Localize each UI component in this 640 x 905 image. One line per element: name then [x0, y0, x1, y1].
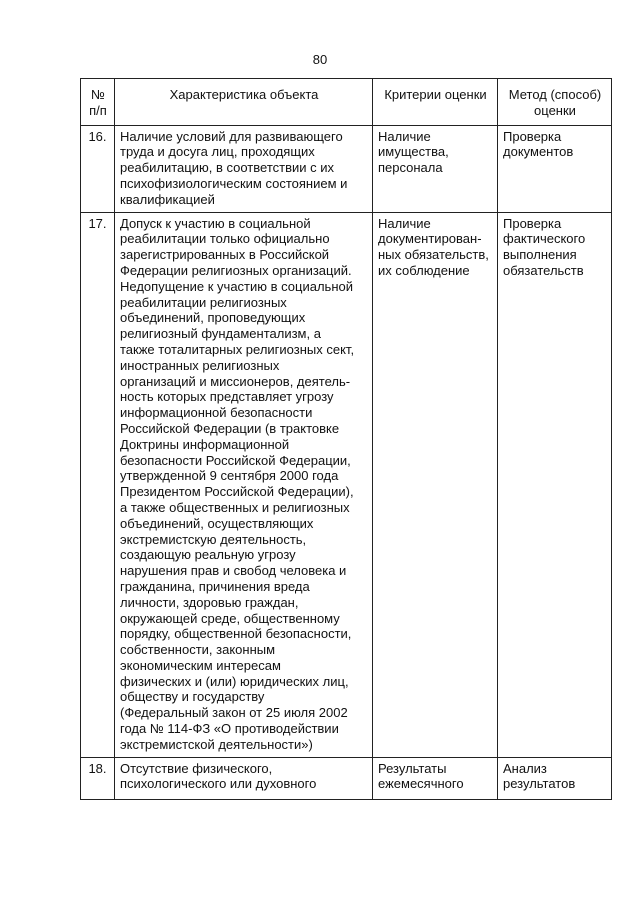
header-method: Метод (способ) оценки [498, 79, 612, 126]
table-row [81, 757, 612, 799]
page-number: 80 [312, 52, 328, 67]
row-characteristic: Отсутствие физического, психологического или духовного [115, 757, 373, 799]
header-criteria: Критерии оценки [373, 79, 498, 126]
evaluation-table [80, 78, 612, 800]
row-criteria: Наличие документирован- ных обязательств, их соблюдение [373, 212, 498, 757]
row-method: Проверка документов [498, 125, 612, 212]
table-row [81, 125, 612, 212]
row-method: Проверка фактического выполнения обязательств [498, 212, 612, 757]
row-number: 16. [81, 125, 115, 212]
header-num: № п/п [81, 79, 115, 126]
row-characteristic: Наличие условий для развивающего труда и досуга лиц, проходящих реабилитацию, в соответствии с их психофизиологическим состоянием и квалификацией [115, 125, 373, 212]
row-number: 17. [81, 212, 115, 757]
row-criteria: Результаты ежемесячного [373, 757, 498, 799]
row-number: 18. [81, 757, 115, 799]
row-method: Анализ результатов [498, 757, 612, 799]
row-characteristic: Допуск к участию в социальной реабилитации только официально зарегистрированных в Российской Федерации религиозных организаций. Недопущение к участию в социальной реабилитации религиозных объединений, проповедующих религиозный фундаментализм, а также тоталитарных религиозных сект, иностранных религиозных организаций и миссионеров, деятель- ность которых представляет угрозу информационной безопасности Российской Федерации (в трактовке Доктрины информационной безопасности Российской Федерации, утвержденной 9 сентября 2000 года Президентом Российской Федерации), а также общественных и религиозных объединений, осуществляющих экстремистскую деятельность, создающую реальную угрозу нарушения прав и свобод человека и гражданина, причинения вреда личности, здоровью граждан, окружающей среде, общественному порядку, общественной безопасности, собственности, законным экономическим интересам физических и (или) юридических лиц, обществу и государству (Федеральный закон от 25 июля 2002 года № 114-ФЗ «О противодействии экстремистской деятельности») [115, 212, 373, 757]
header-characteristic: Характеристика объекта [115, 79, 373, 126]
row-criteria: Наличие имущества, персонала [373, 125, 498, 212]
table-row [81, 212, 612, 757]
table-header-row [81, 79, 612, 126]
